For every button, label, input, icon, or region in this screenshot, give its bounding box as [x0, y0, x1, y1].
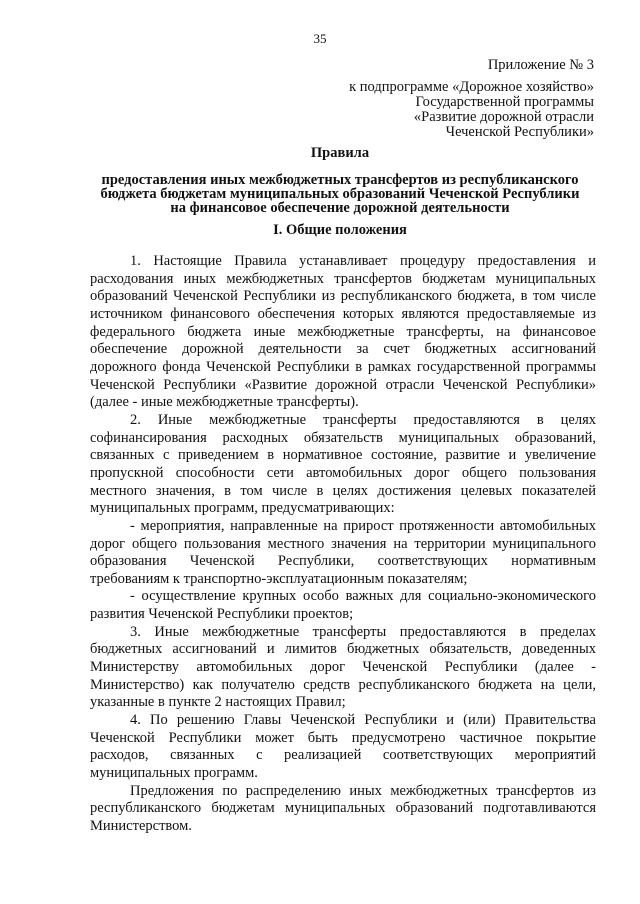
paragraph: Предложения по распределению иных межбюджетных трансфертов из республиканского бюджетам муниципальных образований подготавливаются Министерством.: [90, 782, 596, 834]
annex-number: Приложение № 3: [487, 57, 594, 73]
title-main: Правила: [310, 145, 370, 161]
document-body: [90, 253, 596, 836]
annex-line: Государственной программы: [415, 94, 594, 110]
title-sub-line: на финансовое обеспечение дорожной деятельности: [170, 200, 510, 216]
paragraph: 4. По решению Главы Чеченской Республики и (или) Правительства Чеченской Республики может быть предусмотрено частичное покрытие расходов, связанных с реализацией соответствующих мероприятий муниципальных программ.: [90, 712, 596, 782]
paragraph: - осуществление крупных особо важных для социально-экономического развития Чеченской Республики проектов;: [90, 588, 596, 623]
title-sub-line: предоставления иных межбюджетных трансфертов из республиканского: [101, 172, 579, 188]
annex-line: «Развитие дорожной отрасли: [413, 109, 594, 125]
title-sub-line: бюджета бюджетам муниципальных образований Чеченской Республики: [100, 186, 580, 202]
page-number: 35: [313, 31, 327, 46]
section-heading: I. Общие положения: [273, 222, 407, 238]
paragraph: 3. Иные межбюджетные трансферты предоставляются в пределах бюджетных ассигнований и лимитов бюджетных обязательств, доведенных Министерству автомобильных дорог Чеченской Республики (далее - Министерство) как получателю средств республиканского бюджета на цели, указанные в пункте 2 настоящих Правил;: [90, 623, 596, 711]
paragraph: 2. Иные межбюджетные трансферты предоставляются в целях софинансирования расходных обязательств муниципальных образований, связанных с приведением в нормативное состояние, развитие и увеличение пропускной способности сети автомобильных дорог общего пользования местного значения, в том числе в целях достижения целевых показателей муниципальных программ, предусматривающих:: [90, 411, 596, 517]
annex-line: Чеченской Республики»: [445, 124, 594, 140]
annex-line: к подпрограмме «Дорожное хозяйство»: [349, 79, 594, 95]
document-title: [90, 145, 590, 215]
paragraph: 1. Настоящие Правила устанавливает процедуру предоставления и расходования иных межбюджетных трансфертов бюджетам муниципальных образований Чеченской Республики из республиканского бюджета, в том числе источником финансового обеспечения которых являются предоставляемые из федерального бюджета иные межбюджетные трансферты, на финансовое обеспечение дорожной деятельности за счет бюджетных ассигнований дорожного фонда Чеченской Республики в рамках государственной программы Чеченской Республики «Развитие дорожной отрасли Чеченской Республики» (далее - иные межбюджетные трансферты).: [90, 253, 596, 411]
annex-header: [349, 58, 594, 140]
paragraph: - мероприятия, направленные на прирост протяженности автомобильных дорог общего пользования местного значения на территории муниципального образования Чеченской Республики, соответствующих нормативным требованиям к транспортно-эксплуатационным показателям;: [90, 517, 596, 587]
